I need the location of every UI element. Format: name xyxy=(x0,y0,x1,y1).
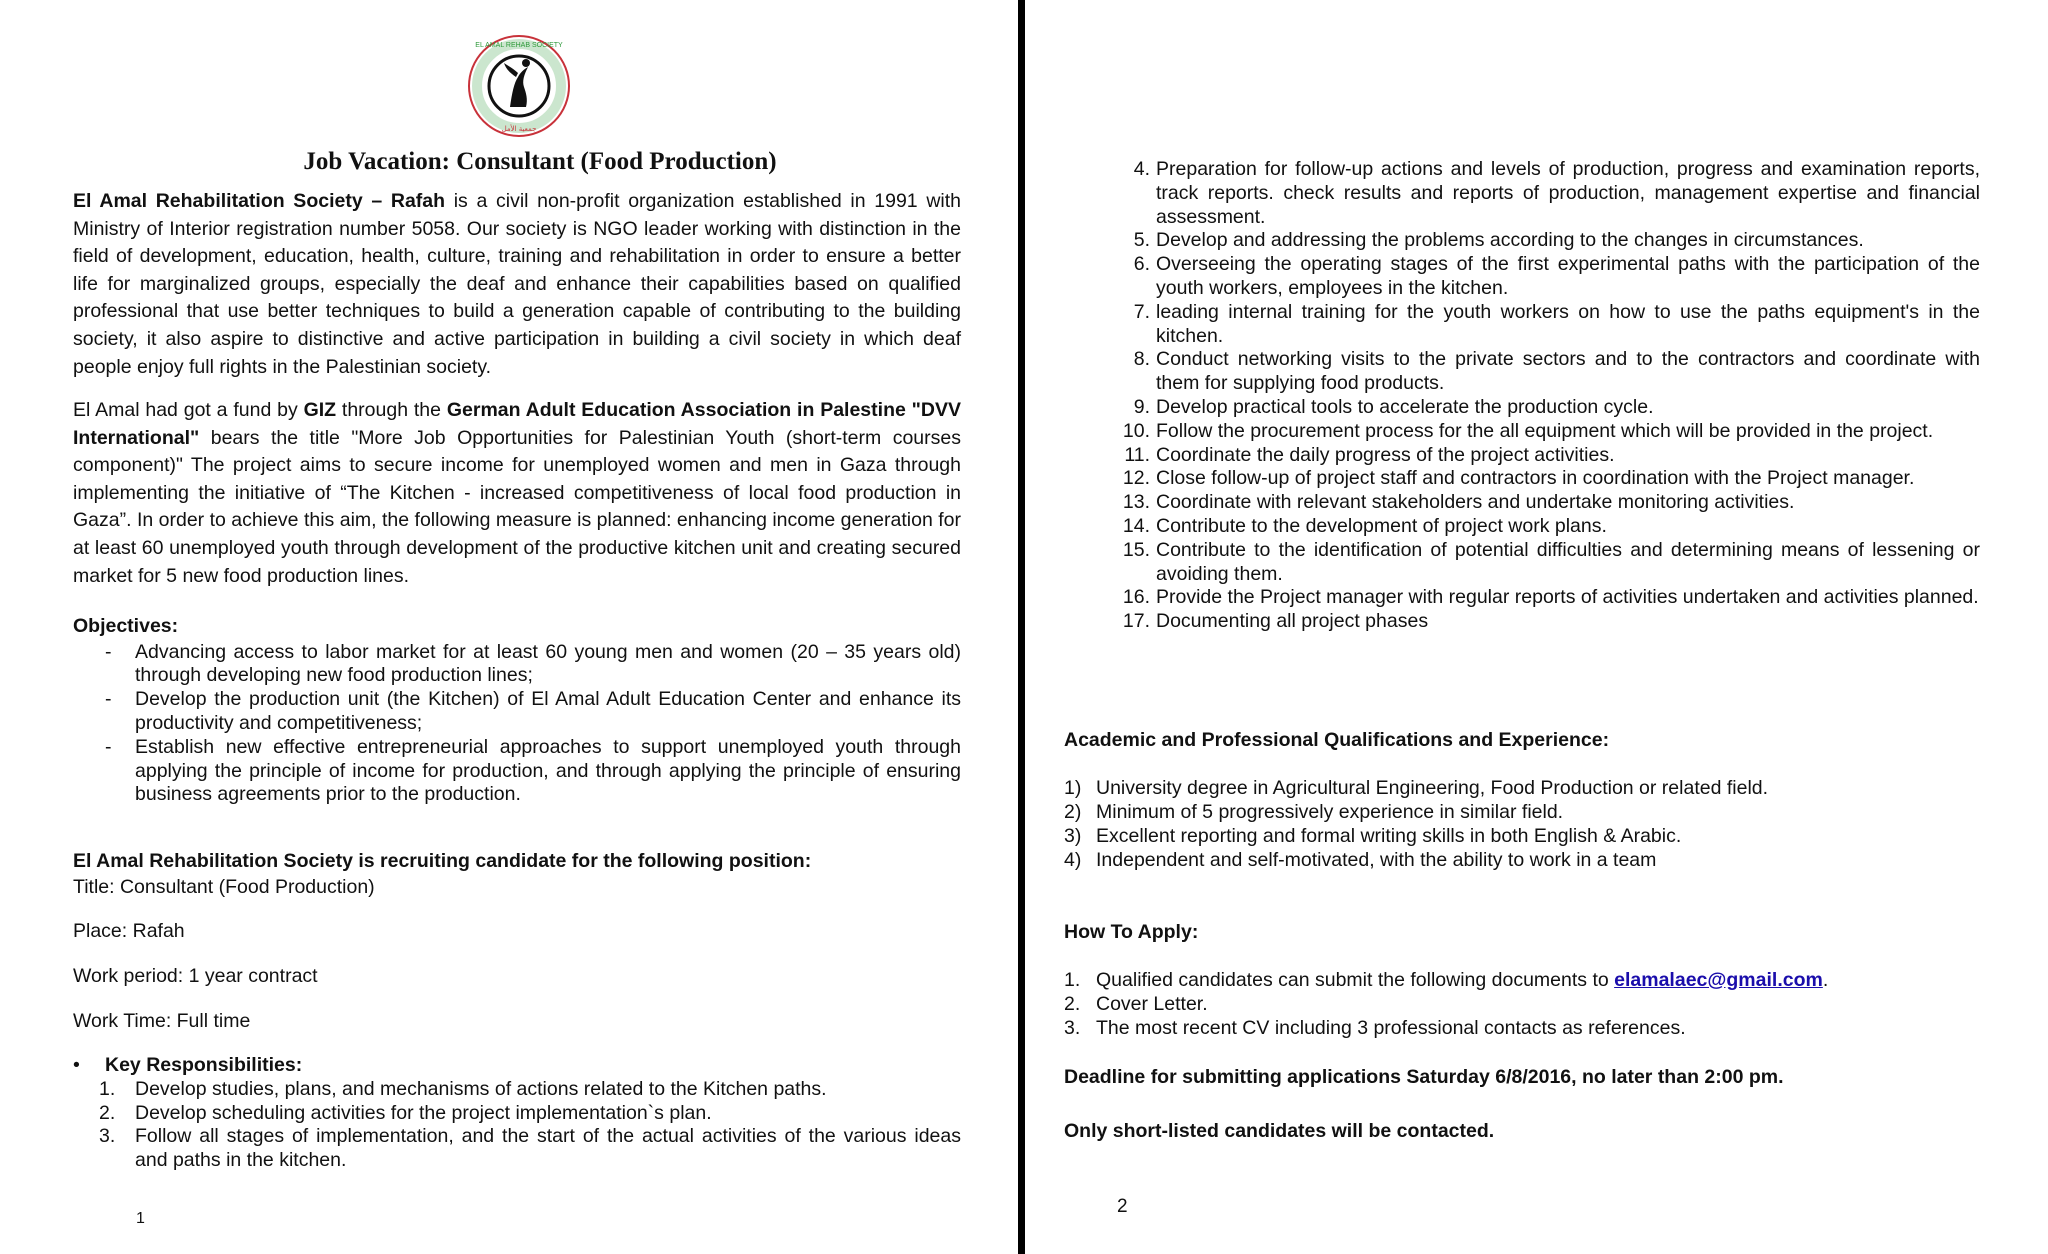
responsibilities-heading-row xyxy=(73,1054,961,1078)
deadline-text: Deadline for submitting applications Saturday 6/8/2016, no later than 2:00 pm. xyxy=(1064,1066,1784,1088)
position-place: Place: Rafah xyxy=(73,920,185,942)
objectives-list xyxy=(73,641,961,808)
list-item: 14. Contribute to the development of project work plans. xyxy=(1122,514,1607,537)
association-name: German Adult Education Association in Palestine "DVV International" xyxy=(73,399,961,449)
page-2 xyxy=(1028,0,2048,1254)
shortlist-note: Only short-listed candidates will be contacted. xyxy=(1064,1120,1495,1142)
list-item: 15. Contribute to the identification of potential difficulties and determining means of lessening or avoiding them. xyxy=(1122,538,1980,585)
list-item: 9. Develop practical tools to accelerate the production cycle. xyxy=(1133,395,1654,418)
list-item: 7. leading internal training for the youth workers on how to use the paths equipment's in the kitchen. xyxy=(1133,300,1980,347)
list-item: 3. The most recent CV including 3 professional contacts as references. xyxy=(1064,1017,1686,1039)
email-link[interactable]: elamalaec@gmail.com xyxy=(1614,969,1823,991)
objectives-heading: Objectives: xyxy=(73,615,179,637)
org-name: El Amal Rehabilitation Society – Rafah xyxy=(73,190,446,212)
list-item: 2) Minimum of 5 progressively experience in similar field. xyxy=(1064,801,1564,823)
society-logo xyxy=(466,33,572,139)
giz-name: GIZ xyxy=(303,399,337,421)
work-period: Work period: 1 year contract xyxy=(73,965,318,987)
list-item: 10. Follow the procurement process for the all equipment which will be provided in the project. xyxy=(1122,419,1934,442)
list-item: 3. Follow all stages of implementation, and the start of the actual activities of the various ideas and paths in the kitchen. xyxy=(99,1125,961,1172)
list-item: 1. Develop studies, plans, and mechanisms of actions related to the Kitchen paths. xyxy=(99,1077,827,1100)
apply-list xyxy=(1064,968,1964,1040)
responsibilities-list-part2 xyxy=(1098,158,1980,634)
list-item: 16. Provide the Project manager with regular reports of activities undertaken and activities planned. xyxy=(1122,586,1979,609)
fund-text-2: through the xyxy=(336,399,447,421)
position-title: Title: Consultant (Food Production) xyxy=(73,876,375,898)
responsibilities-heading: Key Responsibilities: xyxy=(105,1054,303,1076)
list-item: 1) University degree in Agricultural Engineering, Food Production or related field. xyxy=(1064,777,1769,799)
list-item: 4) Independent and self-motivated, with the ability to work in a team xyxy=(1064,849,1657,871)
list-item: - Establish new effective entrepreneurial approaches to support unemployed youth through applying the principle of income for production, and through applying the principle of ensuring business agreements prior to the production. xyxy=(105,735,961,806)
document-title: Job Vacation: Consultant (Food Production) xyxy=(303,148,777,175)
svg-text:EL AMAL REHAB SOCIETY: EL AMAL REHAB SOCIETY xyxy=(475,42,563,49)
qualifications-list xyxy=(1064,776,1964,872)
responsibilities-list-part1 xyxy=(73,1078,961,1173)
recruiting-heading: El Amal Rehabilitation Society is recruiting candidate for the following position: xyxy=(73,850,812,872)
list-item: 12. Close follow-up of project staff and contractors in coordination with the Project manager. xyxy=(1122,467,1915,490)
list-item: 2. Develop scheduling activities for the project implementation`s plan. xyxy=(99,1101,712,1124)
list-item: 5. Develop and addressing the problems according to the changes in circumstances. xyxy=(1133,229,1864,252)
list-item: 1. Qualified candidates can submit the following documents to elamalaec@gmail.com. xyxy=(1064,969,1829,991)
svg-text:جمعية الأمل: جمعية الأمل xyxy=(501,125,537,133)
page-1 xyxy=(0,0,1018,1254)
work-time: Work Time: Full time xyxy=(73,1010,251,1032)
apply-heading: How To Apply: xyxy=(1064,921,1199,943)
list-item: 11. Coordinate the daily progress of the project activities. xyxy=(1124,443,1615,466)
intro-paragraph xyxy=(73,188,961,381)
page-divider xyxy=(1018,0,1025,1254)
list-item: 3) Excellent reporting and formal writing skills in both English & Arabic. xyxy=(1064,825,1682,847)
page-number: 2 xyxy=(1117,1196,1128,1217)
list-item: 13. Coordinate with relevant stakeholders and undertake monitoring activities. xyxy=(1122,491,1795,514)
objectives-section xyxy=(73,613,961,807)
responsibilities-section xyxy=(73,1054,961,1173)
intro-text: is a civil non-profit organization established in 1991 with Ministry of Interior registration number 5058. Our society is NGO leader working with distinction in the field of development, education, health, culture, training and rehabilitation in order to ensure a better life for marginalized groups, especially the deaf and enhance their capabilities based on qualified professional that use better techniques to build a generation capable of contributing to the building society, it also aspire to distinctive and active participation in building a civil society in which deaf people enjoy full rights in the Palestinian society. xyxy=(73,190,961,378)
qualifications-heading: Academic and Professional Qualifications and Experience: xyxy=(1064,729,1610,751)
list-item: 8. Conduct networking visits to the private sectors and to the contractors and coordinate with them for supplying food products. xyxy=(1133,348,1980,395)
list-item: - Advancing access to labor market for at least 60 young men and women (20 – 35 years old) through developing new food production lines; xyxy=(105,640,961,687)
list-item: 2. Cover Letter. xyxy=(1064,993,1208,1015)
bullet-icon: • xyxy=(73,1054,80,1076)
fund-text-3: bears the title "More Job Opportunities for Palestinian Youth (short-term courses component)" The project aims to secure income for unemployed women and men in Gaza through implementing the initiative of “The Kitchen - increased competitiveness of local food production in Gaza”. In order to achieve this aim, the following measure is planned: enhancing income generation for at least 60 unemployed youth through development of the productive kitchen unit and creating secured market for 5 new food production lines. xyxy=(73,426,961,587)
list-item: 6. Overseeing the operating stages of the first experimental paths with the participation of the youth workers, employees in the kitchen. xyxy=(1133,253,1980,299)
list-item: 4. Preparation for follow-up actions and levels of production, progress and examination reports, track reports. check results and reports of production, management expertise and financial assessment. xyxy=(1133,158,1980,228)
fund-text-1: El Amal had got a fund by xyxy=(73,399,304,421)
page-number: 1 xyxy=(136,1210,145,1227)
fund-paragraph xyxy=(73,397,961,590)
list-item: 17. Documenting all project phases xyxy=(1122,610,1429,633)
list-item: - Develop the production unit (the Kitchen) of El Amal Adult Education Center and enhance its productivity and competitiveness; xyxy=(105,688,961,734)
